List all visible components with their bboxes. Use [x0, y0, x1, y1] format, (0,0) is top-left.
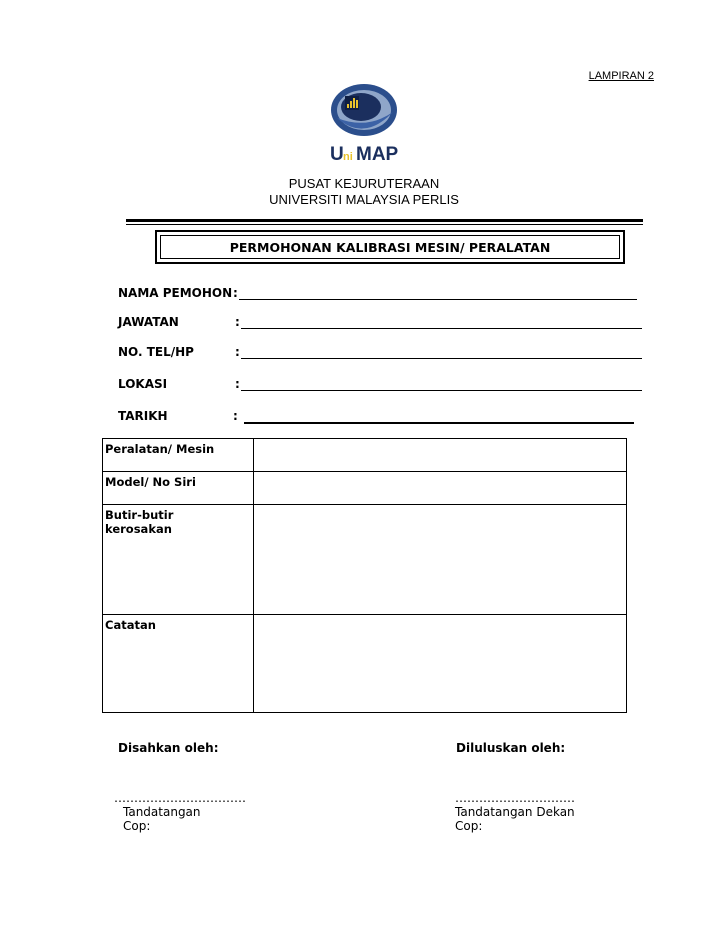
table-row — [103, 472, 627, 505]
org-line-1: PUSAT KEJURUTERAAN — [288, 176, 440, 191]
row-label — [103, 505, 254, 615]
row-label: Catatan — [103, 615, 254, 713]
svg-text:MAP: MAP — [356, 144, 399, 165]
appendix-label: LAMPIRAN 2 — [588, 70, 654, 82]
table-row — [103, 505, 627, 615]
field-colon: : — [235, 345, 240, 359]
signature-heading: Disahkan oleh: — [118, 741, 219, 755]
signature-right-block — [455, 791, 575, 833]
signature-dots: …………………………… — [114, 791, 246, 805]
row-input[interactable] — [254, 505, 627, 615]
signature-left-block — [114, 791, 246, 833]
signature-dots: ………………………… — [455, 791, 575, 805]
field-line — [241, 328, 642, 329]
signature-line1: Tandatangan Dekan — [455, 805, 575, 819]
field-colon: : — [233, 409, 238, 423]
equipment-table — [102, 438, 627, 713]
row-label: Peralatan/ Mesin — [103, 439, 254, 472]
table-row — [103, 615, 627, 713]
field-label: TARIKH — [118, 409, 168, 423]
field-line — [241, 358, 642, 359]
field-nama-pemohon[interactable] — [118, 286, 638, 304]
table-row — [103, 439, 627, 472]
field-line — [239, 299, 637, 300]
row-input[interactable] — [254, 615, 627, 713]
svg-text:U: U — [330, 144, 344, 165]
field-lokasi[interactable] — [118, 377, 643, 395]
organization-header — [0, 176, 728, 208]
row-input[interactable] — [254, 439, 627, 472]
field-label: JAWATAN — [118, 315, 179, 329]
field-no-tel-hp[interactable] — [118, 345, 643, 363]
unimap-logo — [327, 80, 401, 166]
row-label-text: Butir-butir kerosakan — [105, 508, 174, 536]
header-rule-thick — [126, 219, 643, 222]
signature-left — [118, 741, 219, 755]
field-label: NO. TEL/HP — [118, 345, 194, 359]
field-jawatan[interactable] — [118, 315, 643, 333]
signature-right — [456, 741, 565, 755]
signature-line2: Cop: — [123, 819, 151, 833]
field-colon: : — [235, 377, 240, 391]
row-input[interactable] — [254, 472, 627, 505]
field-colon: : — [235, 315, 240, 329]
field-line — [244, 422, 634, 424]
org-line-2: UNIVERSITI MALAYSIA PERLIS — [269, 192, 459, 207]
field-colon: : — [233, 286, 238, 300]
svg-text:ni: ni — [343, 151, 353, 163]
field-label: NAMA PEMOHON — [118, 286, 233, 300]
field-label: LOKASI — [118, 377, 168, 391]
signature-line2: Cop: — [455, 819, 483, 833]
header-rule-thin — [126, 224, 643, 225]
signature-heading: Diluluskan oleh: — [456, 741, 566, 755]
form-title-box — [155, 230, 625, 264]
form-title: PERMOHONAN KALIBRASI MESIN/ PERALATAN — [160, 235, 620, 259]
field-tarikh[interactable] — [118, 409, 636, 427]
signature-line1: Tandatangan — [123, 805, 201, 819]
row-label: Model/ No Siri — [103, 472, 254, 505]
field-line — [241, 390, 642, 391]
